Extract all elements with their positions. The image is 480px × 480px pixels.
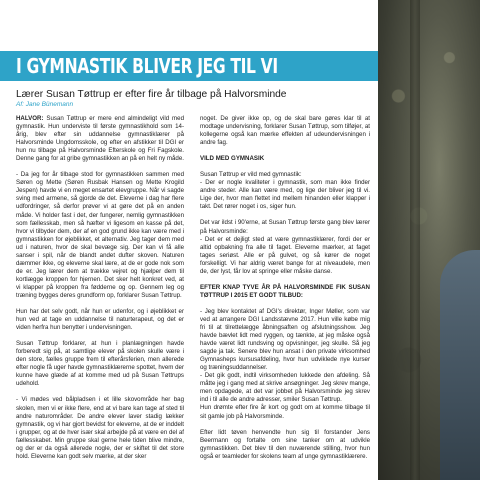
paragraph: - Da jeg for år tilbage stod for gymnastikken sammen med Søren og Mette (Søren Rusbak Hansen og Mette Krogild Jespen) havde vi en meget ensartet elevgruppe. Når vi sagde sving med armene, så gjorde de det. Eleverne i dag har flere udfordringer, så derfor prøver vi at gøre det på en anden måde. Vi holder fast i det, der fungerer, nemlig gymnastikken som fællesskab, men så hæfter vi ligesom en kasse på det, hvor vi tilbyder dem, der af en god grund ikke kan være med i gymnastikken for øjeblikket, et alternativ. Jeg tager dem med ud i naturen, hvor de skal bevæge sig. Der kan vi få alle sanser i spil, når de blandt andet dufter skoven. Naturen dæmmer ikke, og eleverne skal lære, at de er gode nok som de er. Jeg lærer dem at trække vejret og hjælper dem til kortlægge kroppen for hjernen. Det sker helt konkret ved, at vi klapper på kroppen fra fødderne og op. Gennem leg og træning bygges deres grundform op, forklarer Susan Tøttrup.: [16, 171, 184, 299]
paragraph: - Vi mødes ved bålpladsen i et lille skovområde her bag skolen, men vi er ikke flere, end at vi bare kan tage af sted til andre naturområder. De andre elever laver stadig lækker gymnastik, og vi har gjort bevidst for eleverne, at de er inddelt i grupper, og at de hver især skal arbejde på at være en del af fællesskabet. Min gruppe skal gerne hele tiden blive mindre, og der er da også allerede nogle, der er skiftet til det store hold. Eleverne kan godt selv mærke, at der sker: [16, 396, 184, 460]
forest-photo: [378, 0, 480, 480]
paragraph: Hun har det selv godt, når hun er udenfor, og i øjeblikket er hun ved at tage en uddannelse til naturterapeut, og det er viden herfra hun benytter i undervisningen.: [16, 308, 184, 332]
paragraph: - Jeg blev kontaktet af DGI's direktør, Inger Møller, som var ved at arrangere DGI Landsstævne 2017. Hun ville købe mig fri til at tilrettelægge åbningsaften og afslutningsshow. Jeg havde bævlet lidt med ryggen, og tænkte, at jeg måske også havde været lidt rundsving og opvisninger, jeg skulle. Så jeg sagde ja tak. Senere blev hun ansat i den private virksomhed Gymnasheps kursusafdeling, hvor hun udviklede nye kurser og træningsuddannelser. - Det gik godt, indtil virksomheden lukkede den afdeling. Så måtte jeg i gang med at skrive ansøgninger. Jeg skrev mange, men opdagede, at det var jobbet på Halvorsminde jeg skrev ind i til alle de andre adresser, smiler Susan Tøttrup. Hun drømte efter fire år kort og godt om at komme tilbage til sit gamle job på Halvorsminde.: [200, 307, 370, 420]
paragraph: Susan Tøttrup forklarer, at hun i planlægningen havde forberedt sig på, at samtlige elever på skolen skulle være i den store, fælles gruppe frem til efterårsferien, men allerede efter nogle få uger havde gymnastiklærerne spottet, hvem der kunne have glæde af at komme med ud på Susan Tøttrups udehold.: [16, 340, 184, 388]
paragraph: Susan Tøttrup er vild med gymnastik: - Der er nogle kvaliteter i gymnastik, som man ikke finder andre steder. Alle kan være med, og lige der bliver jeg til vi. Lige der, hvor man flettet ind mellem hinanden eller klapper i takt. Det rører noget i os, siger hun.: [200, 171, 370, 211]
paragraph: Efter lidt tøven henvendte hun sig til forstander Jens Beermann og fortalte om sine tanker om at udvikle gymnastikken. Det blev til den nuværende stilling, hvor hun også er teamleder for skolens team af unge gymnastiklærere.: [200, 428, 370, 460]
tree-trunk: [410, 0, 420, 480]
article-subtitle: Lærer Susan Tøttrup er efter fire år tilbage på Halvorsminde: [16, 89, 287, 100]
section-heading: EFTER KNAP TYVE ÅR PÅ HALVORSMINDE FIK SUSAN TØTTRUP I 2015 ET GODT TILBUD:: [200, 283, 370, 299]
section-heading: VILD MED GYMNASIK: [200, 155, 265, 163]
paragraph: noget. De giver ikke op, og de skal bare gøres klar til at modtage undervisning, forklarer Susan Tøttrup, som tilføjer, at kollegerne også kan mærke effekten af udeundervisningen i andre fag.: [200, 115, 370, 147]
paragraph: [16, 115, 184, 163]
lead-word: HALVOR:: [16, 115, 44, 122]
article-byline: Af: Jane Bünemann: [16, 101, 74, 108]
paragraph: Det var ildst i 90'erne, at Susan Tøttrup første gang blev lærer på Halvorsminde: - Det er et dejligt sted at være gymnastiklærer, fordi der er altid opbakning fra alle til faget. Eleverne mærker, at faget tages seriøst. Alle er på gulvet, og så kører de noget forskelligt. Vi har aldrig været bange for at niveaudele, men de, der lyst, får lov at springe eller måske danse.: [200, 219, 370, 275]
title-banner: [0, 51, 378, 81]
article-column-left: [16, 115, 184, 469]
person-figure: [440, 250, 480, 480]
paragraph-text: Susan Tøttrup er mere end almindeligt vild med gymnastik. Hun underviste til første gymnastikhold som 14-årig, blev efter sin uddannelse gymnastiklærer på Halvorsminde Ungdomsskole, og efter en afstikker til DGI er hun nu tilbage på Halvorsminde Efterskole og Fri Fagskole. Denne gang for at gribe gymnastikken an på en helt ny måde.: [16, 115, 184, 163]
article-title: I GYMNASTIK BLIVER JEG TIL VI: [16, 54, 278, 78]
article-column-right: [200, 115, 370, 469]
